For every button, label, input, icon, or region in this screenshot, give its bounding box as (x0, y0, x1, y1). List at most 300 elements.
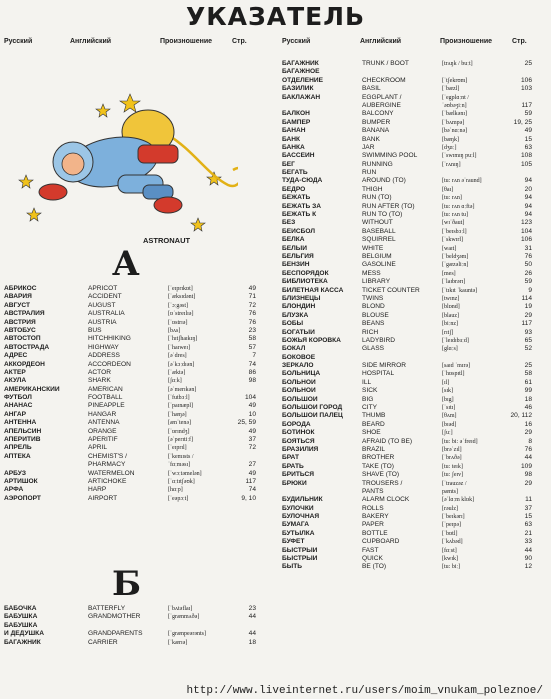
page-number: 23 (248, 326, 256, 334)
transcription: [ˈbæzl] (442, 86, 460, 93)
header-english-right: Английский (360, 38, 402, 45)
russian-word: АКТЕР (4, 368, 26, 376)
english-word: SHARK (88, 377, 111, 385)
russian-word: АНТЕННА (4, 419, 37, 427)
transcription: [ˈleɪdɪbɜːd] (442, 337, 469, 344)
english-word: SHOE (362, 429, 381, 437)
transcription: [ˈeɪprɪl] (168, 445, 187, 452)
index-title: УКАЗАТЕЛЬ (185, 2, 366, 31)
russian-word: АЭРОПОРТ (4, 494, 41, 502)
transcription: [tu: ʃeɪv] (442, 472, 464, 479)
table-row (4, 428, 258, 436)
russian-word: БЕНЗИН (282, 261, 310, 269)
page-number: 63 (524, 521, 532, 529)
page-number: 25 (524, 60, 532, 67)
table-row (4, 639, 258, 647)
transcription: [ˈlaɪbrərɪ] (442, 279, 466, 286)
russian-word: БАБУШКА (4, 621, 38, 629)
russian-word: БЫСТРЫЙ (282, 546, 318, 554)
russian-word: БРЮКИ (282, 479, 307, 487)
english-word: ADDRESS (88, 352, 120, 360)
transcription: [tu: rʌn əˈraund] (442, 178, 482, 185)
page-number: 117 (245, 477, 256, 485)
page-number: 90 (524, 555, 532, 563)
transcription: [ˈhɪtʃhaɪkɪŋ] (168, 336, 198, 343)
transcription: [ˈɔːgəst] (168, 302, 188, 309)
page-number: 93 (524, 328, 532, 336)
table-row (282, 429, 534, 437)
english-word: BLOND (362, 303, 385, 311)
page-number: 11 (525, 496, 532, 504)
english-word: RICH (362, 328, 379, 336)
page-number: 123 (520, 219, 532, 227)
table-row (282, 438, 534, 446)
transcription: [tu: bi: əˈfreɪd] (442, 438, 478, 445)
transcription: [waɪt] (442, 245, 457, 252)
page-number: 74 (248, 360, 256, 368)
page-number: 44 (524, 454, 532, 462)
russian-word: БИБЛИОТЕКА (282, 278, 328, 286)
english-word: HIGHWAY (88, 343, 119, 351)
russian-word: БУЛОЧКИ (282, 504, 314, 512)
header-russian-left: Русский (4, 38, 33, 45)
english-word: AFRAID (TO BE) (362, 437, 413, 445)
table-row (282, 412, 534, 420)
table-row (282, 396, 534, 404)
transcription: [ˈtɪkɪt ˈkauntə] (442, 287, 478, 294)
table-row (282, 303, 534, 311)
table-row (282, 496, 534, 504)
page-number: 29 (524, 429, 532, 437)
english-word: TICKET COUNTER (362, 286, 420, 294)
transcription: [brəˈzɪl] (442, 446, 462, 453)
page-number: 59 (524, 110, 532, 118)
english-word: PINEAPPLE (88, 402, 125, 410)
page-number: 19 (524, 303, 532, 311)
english-word: HANGAR (88, 410, 117, 418)
page-number: 23 (248, 605, 256, 612)
english-word: BOTTLE (362, 529, 388, 537)
transcription: [tu: teɪk] (442, 463, 463, 470)
english-word: RUN TO (TO) (362, 211, 403, 219)
russian-word: БУМАГА (282, 521, 310, 529)
transcription: [tu: rʌn tu] (442, 212, 468, 219)
russian-word: БОЛЬНОЙ (282, 387, 316, 395)
page-number: 19, 25 (513, 118, 532, 126)
russian-word: БЛУЗКА (282, 311, 309, 319)
english-word: FAST (362, 546, 379, 554)
english-word: SIDE MIRROR (362, 362, 406, 370)
transcription: [ˈkærɪə] (168, 639, 188, 646)
russian-word: БРИТЬСЯ (282, 471, 314, 479)
table-row (282, 161, 534, 169)
russian-word: БАГАЖНОЕ (282, 68, 320, 76)
table-row (4, 369, 258, 377)
table-row (282, 312, 534, 320)
transcription: [fɑːst] (442, 547, 457, 554)
transcription: [hɑːp] (168, 487, 183, 494)
table-row (4, 630, 258, 638)
table-row (282, 152, 534, 160)
english-word: CHEMIST'S / (88, 452, 127, 460)
russian-word: БАКЛАЖАН (282, 93, 321, 101)
russian-word: БАЛКОН (282, 110, 310, 118)
russian-word: АНАНАС (4, 402, 33, 410)
english-word: WATERMELON (88, 469, 135, 477)
english-word: BANANA (362, 127, 390, 135)
transcription: [ʃuː] (442, 430, 453, 437)
russian-word: АКУЛА (4, 377, 27, 385)
transcription: [ˈpeɪpə] (442, 522, 461, 529)
table-row (282, 337, 534, 345)
table-row (4, 436, 258, 444)
page-number: 98 (524, 471, 532, 479)
page-number: 106 (520, 76, 532, 84)
page-number: 49 (248, 285, 256, 292)
table-row (282, 278, 534, 286)
english-word: MESS (362, 269, 381, 277)
english-word: GRANDMOTHER (88, 613, 141, 621)
russian-word: БОЛЬШОЙ ПАЛЕЦ (282, 412, 343, 420)
transcription: [bəˈnɑːnə] (442, 128, 468, 135)
english-word: CHECKROOM (362, 76, 406, 84)
page-number: 44 (248, 613, 256, 621)
english-word: GASOLINE (362, 261, 396, 269)
index-table-left-b (4, 605, 258, 647)
english-word: BUS (88, 326, 102, 334)
table-row (282, 194, 534, 202)
page-number: 46 (524, 404, 532, 412)
english-word: THUMB (362, 412, 386, 420)
page-number: 33 (524, 538, 532, 546)
russian-word: ОТДЕЛЕНИЕ (282, 76, 324, 84)
russian-word: АВСТРАЛИЯ (4, 310, 45, 318)
table-row (4, 394, 258, 402)
table-row (4, 411, 258, 419)
english-word: BE (TO) (362, 563, 387, 571)
russian-word: БЕЙСБОЛ (282, 227, 315, 235)
transcription: [ˈɒstrɪə] (168, 319, 188, 326)
page-number: 18 (248, 638, 256, 646)
transcription: [ˈtrauzəz / (442, 480, 467, 487)
page-number: 18 (524, 395, 532, 403)
transcription: [ˈæktə] (168, 369, 186, 376)
english-word: BANK (362, 135, 380, 143)
transcription: [ˈskwɪrl] (442, 237, 463, 244)
page-number: 94 (524, 177, 532, 185)
transcription: [tu: rʌn ɑːftə] (442, 203, 475, 210)
russian-word: БЛИЗНЕЦЫ (282, 294, 321, 302)
transcription: [twɪnz] (442, 295, 460, 302)
page-number: 49 (248, 469, 256, 477)
english-word: APRIL (88, 444, 108, 452)
english-word: CUPBOARD (362, 538, 400, 546)
english-word: ILL (362, 378, 372, 386)
russian-word: АПРЕЛЬ (4, 444, 32, 452)
table-row (282, 211, 534, 219)
table-row (282, 295, 534, 303)
table-row (282, 505, 534, 513)
russian-word: БУДИЛЬНИК (282, 496, 323, 504)
russian-word: АВСТРИЯ (4, 318, 36, 326)
page-number: 72 (248, 444, 256, 452)
table-row (4, 293, 258, 301)
page-number: 49 (248, 402, 256, 410)
table-row (4, 310, 258, 318)
transcription: [ˈbʌmpə] (442, 119, 465, 126)
table-row (282, 85, 534, 93)
table-row (282, 186, 534, 194)
english-word: THIGH (362, 185, 383, 193)
russian-word: БОКОВОЕ (282, 353, 316, 361)
russian-word: ЗЕРКАЛО (282, 362, 314, 370)
transcription: [tu: biː] (442, 564, 461, 571)
table-row (4, 402, 258, 410)
transcription: [mes] (442, 270, 456, 277)
english-word: ORANGE (88, 427, 117, 435)
russian-word: БОЛЬНИЦА (282, 370, 321, 378)
table-row (282, 60, 534, 68)
transcription: [rɪtʃ] (442, 329, 454, 336)
transcription: [ˈgæzəliːn] (442, 262, 469, 269)
english-word: BLOUSE (362, 311, 389, 319)
page-number: 57 (248, 343, 256, 351)
english-word: BIG (362, 395, 374, 403)
russian-word: БАМПЕР (282, 118, 311, 126)
page-number: 49 (524, 127, 532, 135)
transcription: [ˈwɔːtəmelən] (168, 470, 202, 477)
english-word: ACTOR (88, 368, 111, 376)
table-row (4, 613, 258, 621)
english-word: TROUSERS / (362, 479, 403, 487)
table-row (282, 236, 534, 244)
transcription: [trʌŋk / buːt] (442, 61, 473, 67)
page-number: 103 (520, 85, 532, 93)
index-table-right (282, 60, 534, 572)
english-word: HOSPITAL (362, 370, 395, 378)
english-word: HARP (88, 486, 107, 494)
russian-word: БУФЕТ (282, 538, 305, 546)
english-word: TRUNK / BOOT (362, 60, 409, 67)
page-number: 7 (252, 352, 256, 360)
transcription: [ˈsɪtɪ] (442, 405, 456, 412)
english-word: BELGIUM (362, 252, 392, 260)
table-row (282, 521, 534, 529)
header-pronunciation-right: Произношение (440, 38, 493, 45)
table-row (4, 285, 258, 293)
page-number: 37 (248, 436, 256, 444)
page-number: 114 (521, 294, 532, 302)
russian-word: АВГУСТ (4, 301, 30, 309)
english-word: ARTICHOKE (88, 477, 127, 485)
transcription: [sɪk] (442, 388, 453, 395)
english-word: BATTERFLY (88, 605, 126, 612)
english-word: RUN (362, 169, 377, 177)
russian-word: АРФА (4, 486, 24, 494)
russian-word: БАГАЖНИК (4, 638, 41, 646)
transcription: [saɪd ˈmɪrə] (442, 363, 471, 370)
english-word: QUICK (362, 555, 383, 563)
transcription: [ɒˈstreɪlɪə] (168, 311, 194, 318)
transcription: [biːnz] (442, 321, 458, 328)
russian-word: БУТЫЛКА (282, 529, 315, 537)
page-number: 109 (520, 462, 532, 470)
transcription: [ˈbælkənɪ] (442, 111, 467, 118)
table-row (282, 177, 534, 185)
english-word: LADYBIRD (362, 336, 395, 344)
transcription: [θaɪ] (442, 186, 454, 193)
transcription: [blɒnd] (442, 304, 460, 311)
english-word: BEANS (362, 320, 385, 328)
table-row (282, 94, 534, 102)
table-row (282, 480, 534, 488)
english-word: AUGUST (88, 301, 116, 309)
russian-word: БРАТ (282, 454, 300, 462)
table-row (282, 228, 534, 236)
english-word: EGGPLANT / (362, 93, 402, 101)
english-word: RUNNING (362, 160, 393, 168)
table-row (4, 495, 258, 503)
russian-word: БЕЛЬГИЯ (282, 252, 314, 260)
english-word: PANTS (362, 487, 384, 495)
table-row (4, 461, 258, 469)
transcription: [ʃɑːk] (168, 378, 182, 385)
english-word: ACCIDENT (88, 293, 122, 301)
table-row (282, 547, 534, 555)
english-word: HITCHHIKING (88, 335, 131, 343)
page-number: 44 (524, 546, 532, 554)
table-row (4, 352, 258, 360)
russian-word: БЕЛЫЙ (282, 244, 307, 252)
page-number: 27 (248, 461, 256, 469)
table-row (4, 344, 258, 352)
table-row (282, 144, 534, 152)
table-row (282, 488, 534, 496)
russian-word: БОТИНОК (282, 429, 315, 437)
page-number: 9, 10 (241, 494, 256, 502)
transcription: [ˈbeɪkərɪ] (442, 514, 465, 521)
transcription: [ˈbeldʒəm] (442, 253, 469, 260)
english-word: AUSTRIA (88, 318, 117, 326)
page-number: 29 (524, 311, 532, 319)
page-number: 58 (524, 370, 532, 378)
transcription: [bʌs] (168, 327, 181, 334)
table-row (282, 119, 534, 127)
table-row (4, 302, 258, 310)
russian-word: БОЛЬШОЙ (282, 395, 318, 403)
russian-word: БОБЫ (282, 320, 304, 328)
page-number: 105 (520, 160, 532, 168)
transcription: [ˈswɪmɪŋ puːl] (442, 153, 477, 160)
transcription: [ˈbrʌðə] (442, 455, 462, 462)
english-word: JAR (362, 143, 375, 151)
table-row (282, 379, 534, 387)
table-row (4, 622, 258, 630)
russian-word: БОКАЛ (282, 345, 306, 353)
page-number: 94 (524, 194, 532, 202)
page-number: 15 (524, 513, 532, 521)
russian-word: АПЕРИТИВ (4, 436, 41, 444)
table-row (282, 245, 534, 253)
table-row (4, 361, 258, 369)
table-row (282, 253, 534, 261)
page-number: 94 (524, 202, 532, 210)
page-number: 108 (520, 152, 532, 160)
russian-word: БАБОЧКА (4, 605, 37, 612)
transcription: pænts] (442, 488, 459, 495)
transcription: [ˈtʃekrʊm] (442, 77, 468, 84)
table-row (4, 444, 258, 452)
english-word: PHARMACY (88, 461, 126, 469)
header-page-right: Стр. (512, 38, 527, 45)
russian-word: БОЛЬШОЙ ГОРОД (282, 404, 343, 412)
russian-word: АВТОСТОП (4, 335, 41, 343)
table-row (282, 454, 534, 462)
russian-word: БЕГ (282, 160, 295, 168)
header-pronunciation-left: Произношение (160, 38, 213, 45)
transcription: [ˈgrænpeərənts] (168, 631, 206, 638)
english-word: BUMPER (362, 118, 391, 126)
page-number: 15 (524, 135, 532, 143)
table-row (282, 387, 534, 395)
english-word: BASEBALL (362, 227, 396, 235)
transcription: [ˈæksɪdənt] (168, 294, 196, 301)
page-number: 106 (520, 236, 532, 244)
source-watermark: http://www.liveinternet.ru/users/moim_vnukam_poleznoe/ (186, 685, 543, 697)
table-row (282, 563, 534, 571)
english-word: AIRPORT (88, 494, 118, 502)
english-word: LIBRARY (362, 278, 391, 286)
index-table-left-a (4, 285, 258, 503)
table-row (282, 530, 534, 538)
page-number: 21 (524, 529, 532, 537)
transcription: [ˈrʌnɪŋ] (442, 161, 461, 168)
page-number: 58 (248, 335, 256, 343)
table-row (282, 370, 534, 378)
russian-word: БАЗИЛИК (282, 85, 314, 93)
transcription: [ˈkʌbəd] (442, 539, 463, 546)
table-row (282, 513, 534, 521)
page-number: 26 (524, 269, 532, 277)
page-number: 25, 59 (237, 419, 256, 427)
transcription: [əˈkɔːdɪən] (168, 361, 195, 368)
page-number: 76 (248, 318, 256, 326)
table-row (4, 377, 258, 385)
table-row (282, 362, 534, 370)
page-number: 50 (524, 261, 532, 269)
section-letter-b: Б (112, 564, 142, 604)
transcription: [glɑːs] (442, 346, 458, 353)
transcription: ˈfɑːməsɪ] (168, 462, 191, 469)
english-word: FOOTBALL (88, 394, 123, 402)
english-word: ACCORDEON (88, 360, 131, 368)
page-number: 31 (524, 244, 532, 252)
russian-word: ТУДА-СЮДА (282, 177, 323, 185)
russian-word: БРАТЬ (282, 462, 304, 470)
russian-word: БАГАЖНИК (282, 60, 319, 67)
english-word: SQUIRREL (362, 236, 396, 244)
table-row (4, 605, 258, 613)
english-word: BRAZIL (362, 445, 386, 453)
transcription: [bɪəd] (442, 421, 457, 428)
table-row (282, 102, 534, 110)
english-word: SWIMMING POOL (362, 152, 418, 160)
russian-word: БАССЕЙН (282, 152, 315, 160)
english-word: TWINS (362, 294, 384, 302)
table-row (282, 219, 534, 227)
english-word: AUSTRALIA (88, 310, 125, 318)
transcription: [ˈkemɪsts / (168, 453, 194, 460)
